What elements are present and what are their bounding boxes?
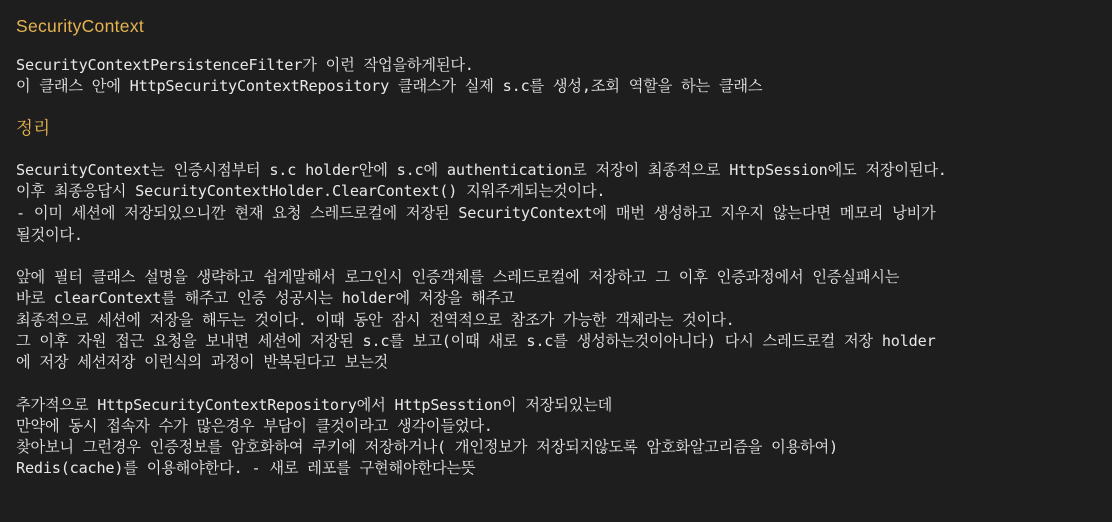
note-line: Redis(cache)를 이용해야한다. - 새로 레포를 구현해야한다는뜻 [16, 459, 476, 477]
note-line: 만약에 동시 접속자 수가 많은경우 부담이 클것이라고 생각이들었다. [16, 417, 493, 435]
note-line: 바로 clearContext를 해주고 인증 성공시는 holder에 저장을 해주고 [16, 289, 515, 307]
note-line: 그 이후 자원 접근 요청을 보내면 세션에 저장된 s.c를 보고(이때 새로 s.c를 생성하는것이아니다) 다시 스레드로컬 저장 holder [16, 332, 936, 350]
note-line: 이후 최종응답시 SecurityContextHolder.ClearContext() 지워주게되는것이다. [16, 182, 606, 200]
note-line: SecurityContextPersistenceFilter가 이런 작업을하게된다. [16, 56, 474, 74]
note-line: 될것이다. [16, 226, 83, 244]
note-line: SecurityContext는 인증시점부터 s.c holder안에 s.c에 authentication로 저장이 최종적으로 HttpSession에도 저장이된다. [16, 161, 947, 179]
note-line: 이 클래스 안에 HttpSecurityContextRepository 클래스가 실제 s.c를 생성,조회 역할을 하는 클래스 [16, 77, 763, 95]
section-heading-summary: 정리 [16, 118, 51, 138]
note-line: 최종적으로 세션에 저장을 해두는 것이다. 이때 동안 잠시 전역적으로 참조가 가능한 객체라는 것이다. [16, 311, 735, 329]
note-line: - 이미 세션에 저장되있으니깐 현재 요청 스레드로컬에 저장된 SecurityContext에 매번 생성하고 지우지 않는다면 메모리 낭비가 [16, 204, 936, 222]
section-heading-security-context: SecurityContext [16, 16, 145, 36]
note-line: 찾아보니 그런경우 인증정보를 암호화하여 쿠키에 저장하거나( 개인정보가 저장되지않도록 암호화알고리즘을 이용하여) [16, 438, 838, 456]
note-line: 추가적으로 HttpSecurityContextRepository에서 HttpSesstion이 저장되있는데 [16, 396, 613, 414]
note-line: 에 저장 세션저장 이런식의 과정이 반복된다고 보는것 [16, 353, 389, 371]
note-line: 앞에 필터 클래스 설명을 생략하고 쉽게말해서 로그인시 인증객체를 스레드로컬에 저장하고 그 이후 인증과정에서 인증실패시는 [16, 268, 900, 286]
